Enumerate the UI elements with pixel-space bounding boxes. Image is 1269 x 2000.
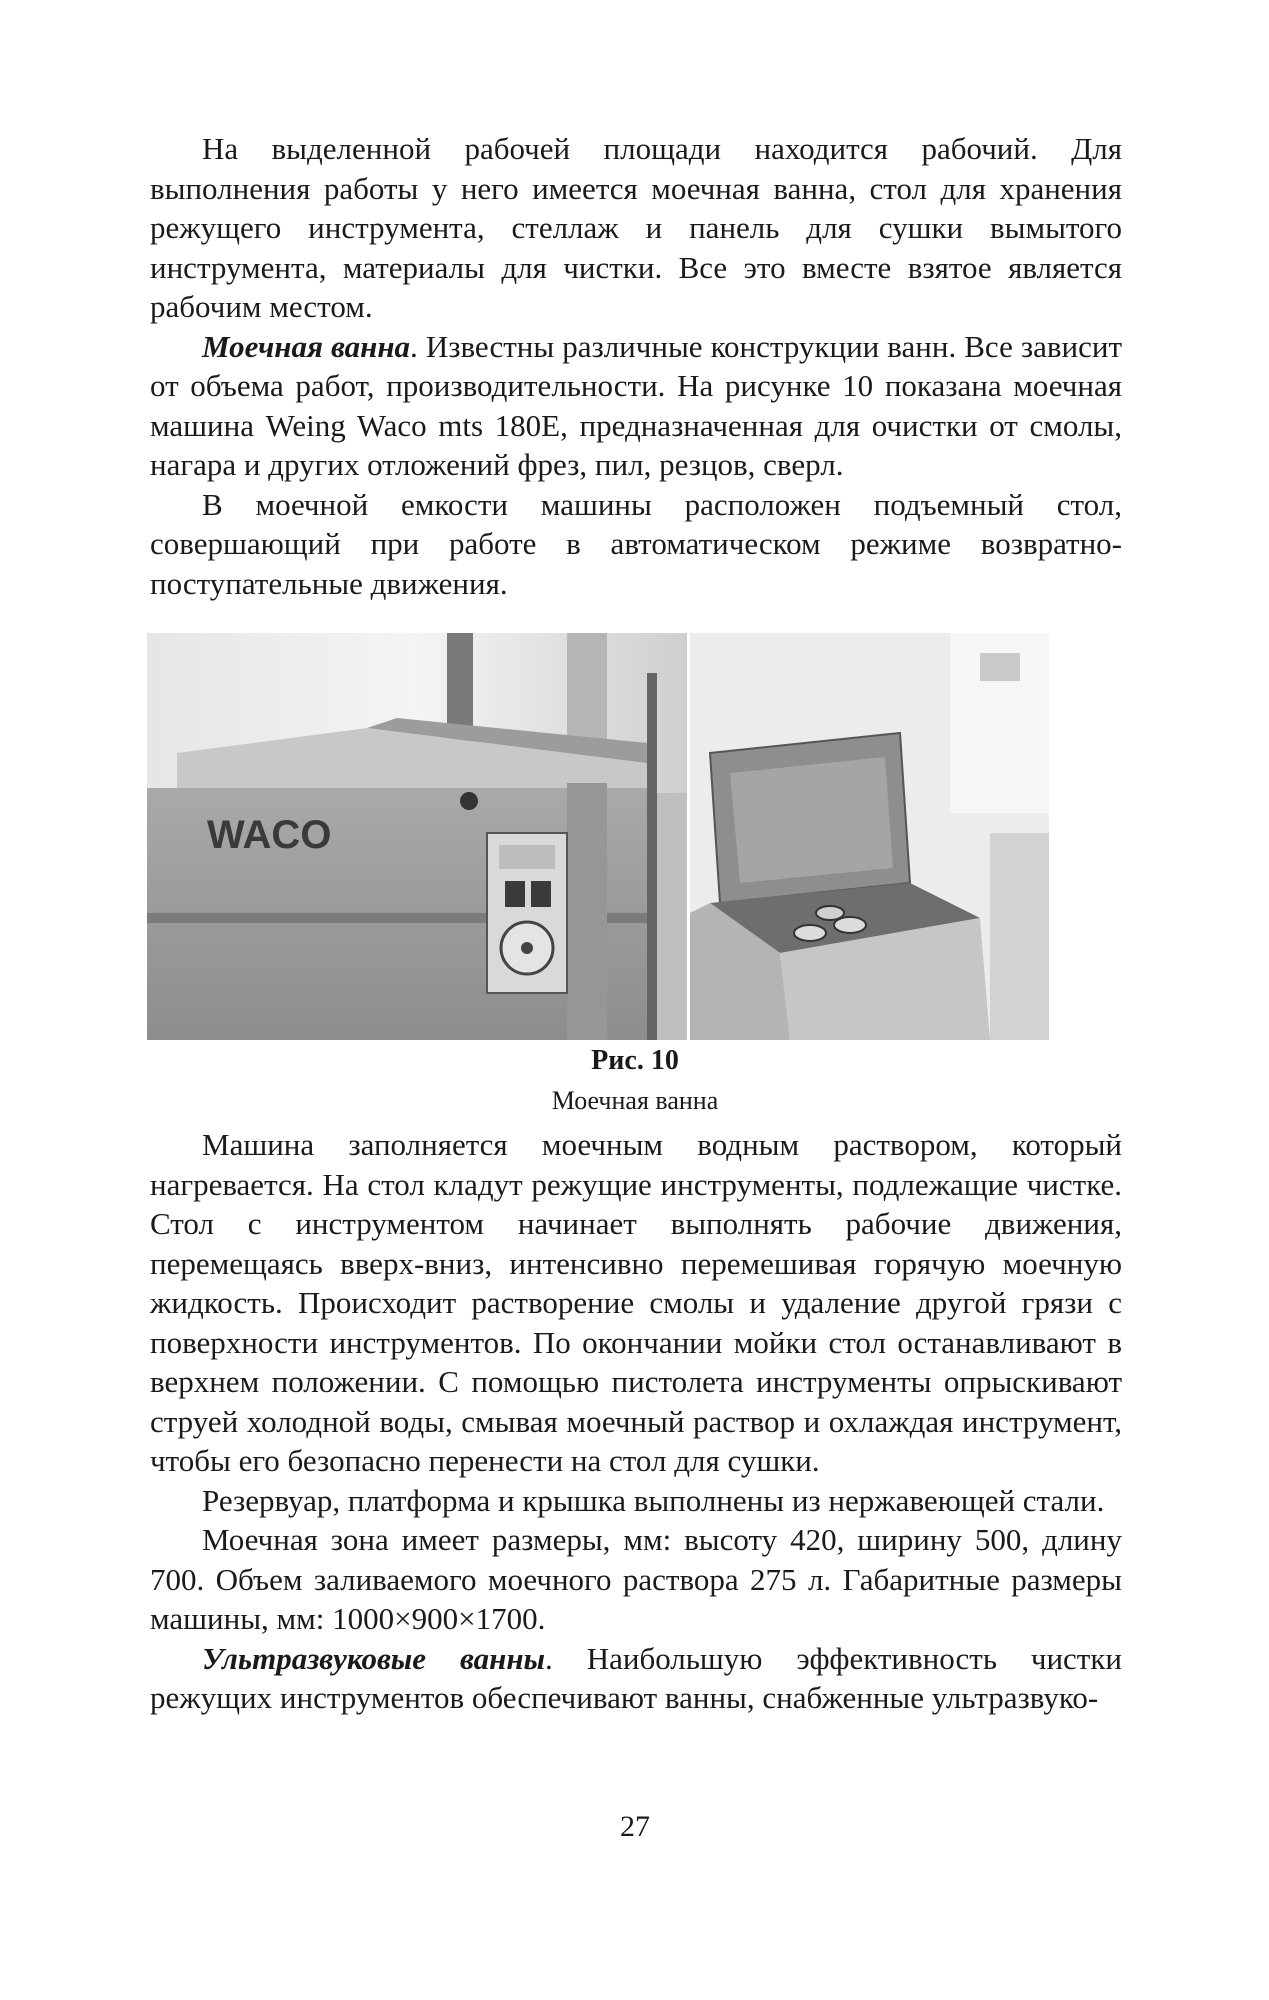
paragraph-ultrasonic: [150, 1639, 1122, 1718]
figure-caption-text: Моечная ванна: [551, 1086, 719, 1115]
term-ultrasonic-baths: Ультразвуковые ванны: [202, 1640, 546, 1676]
text-block-top: [150, 129, 1122, 603]
paragraph-dimensions: Моечная зона имеет размеры, мм: высоту 420, ширину 500, длину 700. Объем заливаемого моечного раствора 275 л. Габаритные размеры машины, мм: 1000×900×1700.: [150, 1522, 1122, 1636]
paragraph-machine-operation: Машина заполняется моечным водным раствором, который нагревается. На стол кладут режущие инструменты, подлежащие чистке. Стол с инструментом начинает выполнять рабочие движения, перемещаясь вверх-вниз, интенсивно перемешивая горячую моечную жидкость. Происходит растворение смолы и удаление другой грязи с поверхности инструментов. По окончании мойки стол останавливают в верхнем положении. С помощью пистолета инструменты опрыскивают струей холодной воды, смывая моечный раствор и охлаждая инструмент, чтобы его безопасно перенести на стол для сушки.: [150, 1127, 1122, 1478]
paragraph-workplace: На выделенной рабочей площади находится рабочий. Для выполнения работы у него имеется моечная ванна, стол для хранения режущего инструмента, стеллаж и панель для сушки вымытого инструмента, материалы для чистки. Все это вместе взятое является рабочим местом.: [150, 131, 1122, 324]
text-block-bottom: [150, 1125, 1122, 1718]
figure-caption-title: Рис. 10: [591, 1045, 679, 1076]
paragraph-washing-bath-body: . Известны различные конструкции ванн. Все зависит от объема работ, производительности. На рисунке 10 показана моечная машина Weing Waco mts 180E, предназначенная для очистки от смолы, нагара и других отложений фрез, пил, резцов, сверл.: [150, 328, 1122, 482]
term-washing-bath: Моечная ванна: [202, 328, 411, 364]
page-number: 27: [620, 1810, 650, 1843]
paragraph-washing-bath: [150, 327, 1122, 485]
paragraph-ultrasonic-body: . Наибольшую эффективность чистки режущих инструментов обеспечивают ванны, снабженные ультразвуко-: [150, 1640, 1122, 1715]
paragraph-materials: Резервуар, платформа и крышка выполнены из нержавеющей стали.: [202, 1482, 1105, 1518]
photo-washing-machine-open: [690, 633, 1049, 1040]
paragraph-lift-table: В моечной емкости машины расположен подъемный стол, совершающий при работе в автоматическом режиме возвратно-поступательные движения.: [150, 486, 1122, 601]
figure-10: [147, 633, 1049, 1040]
logo-waco: WACO: [207, 813, 332, 857]
photo-washing-machine-closed: [147, 633, 687, 1040]
